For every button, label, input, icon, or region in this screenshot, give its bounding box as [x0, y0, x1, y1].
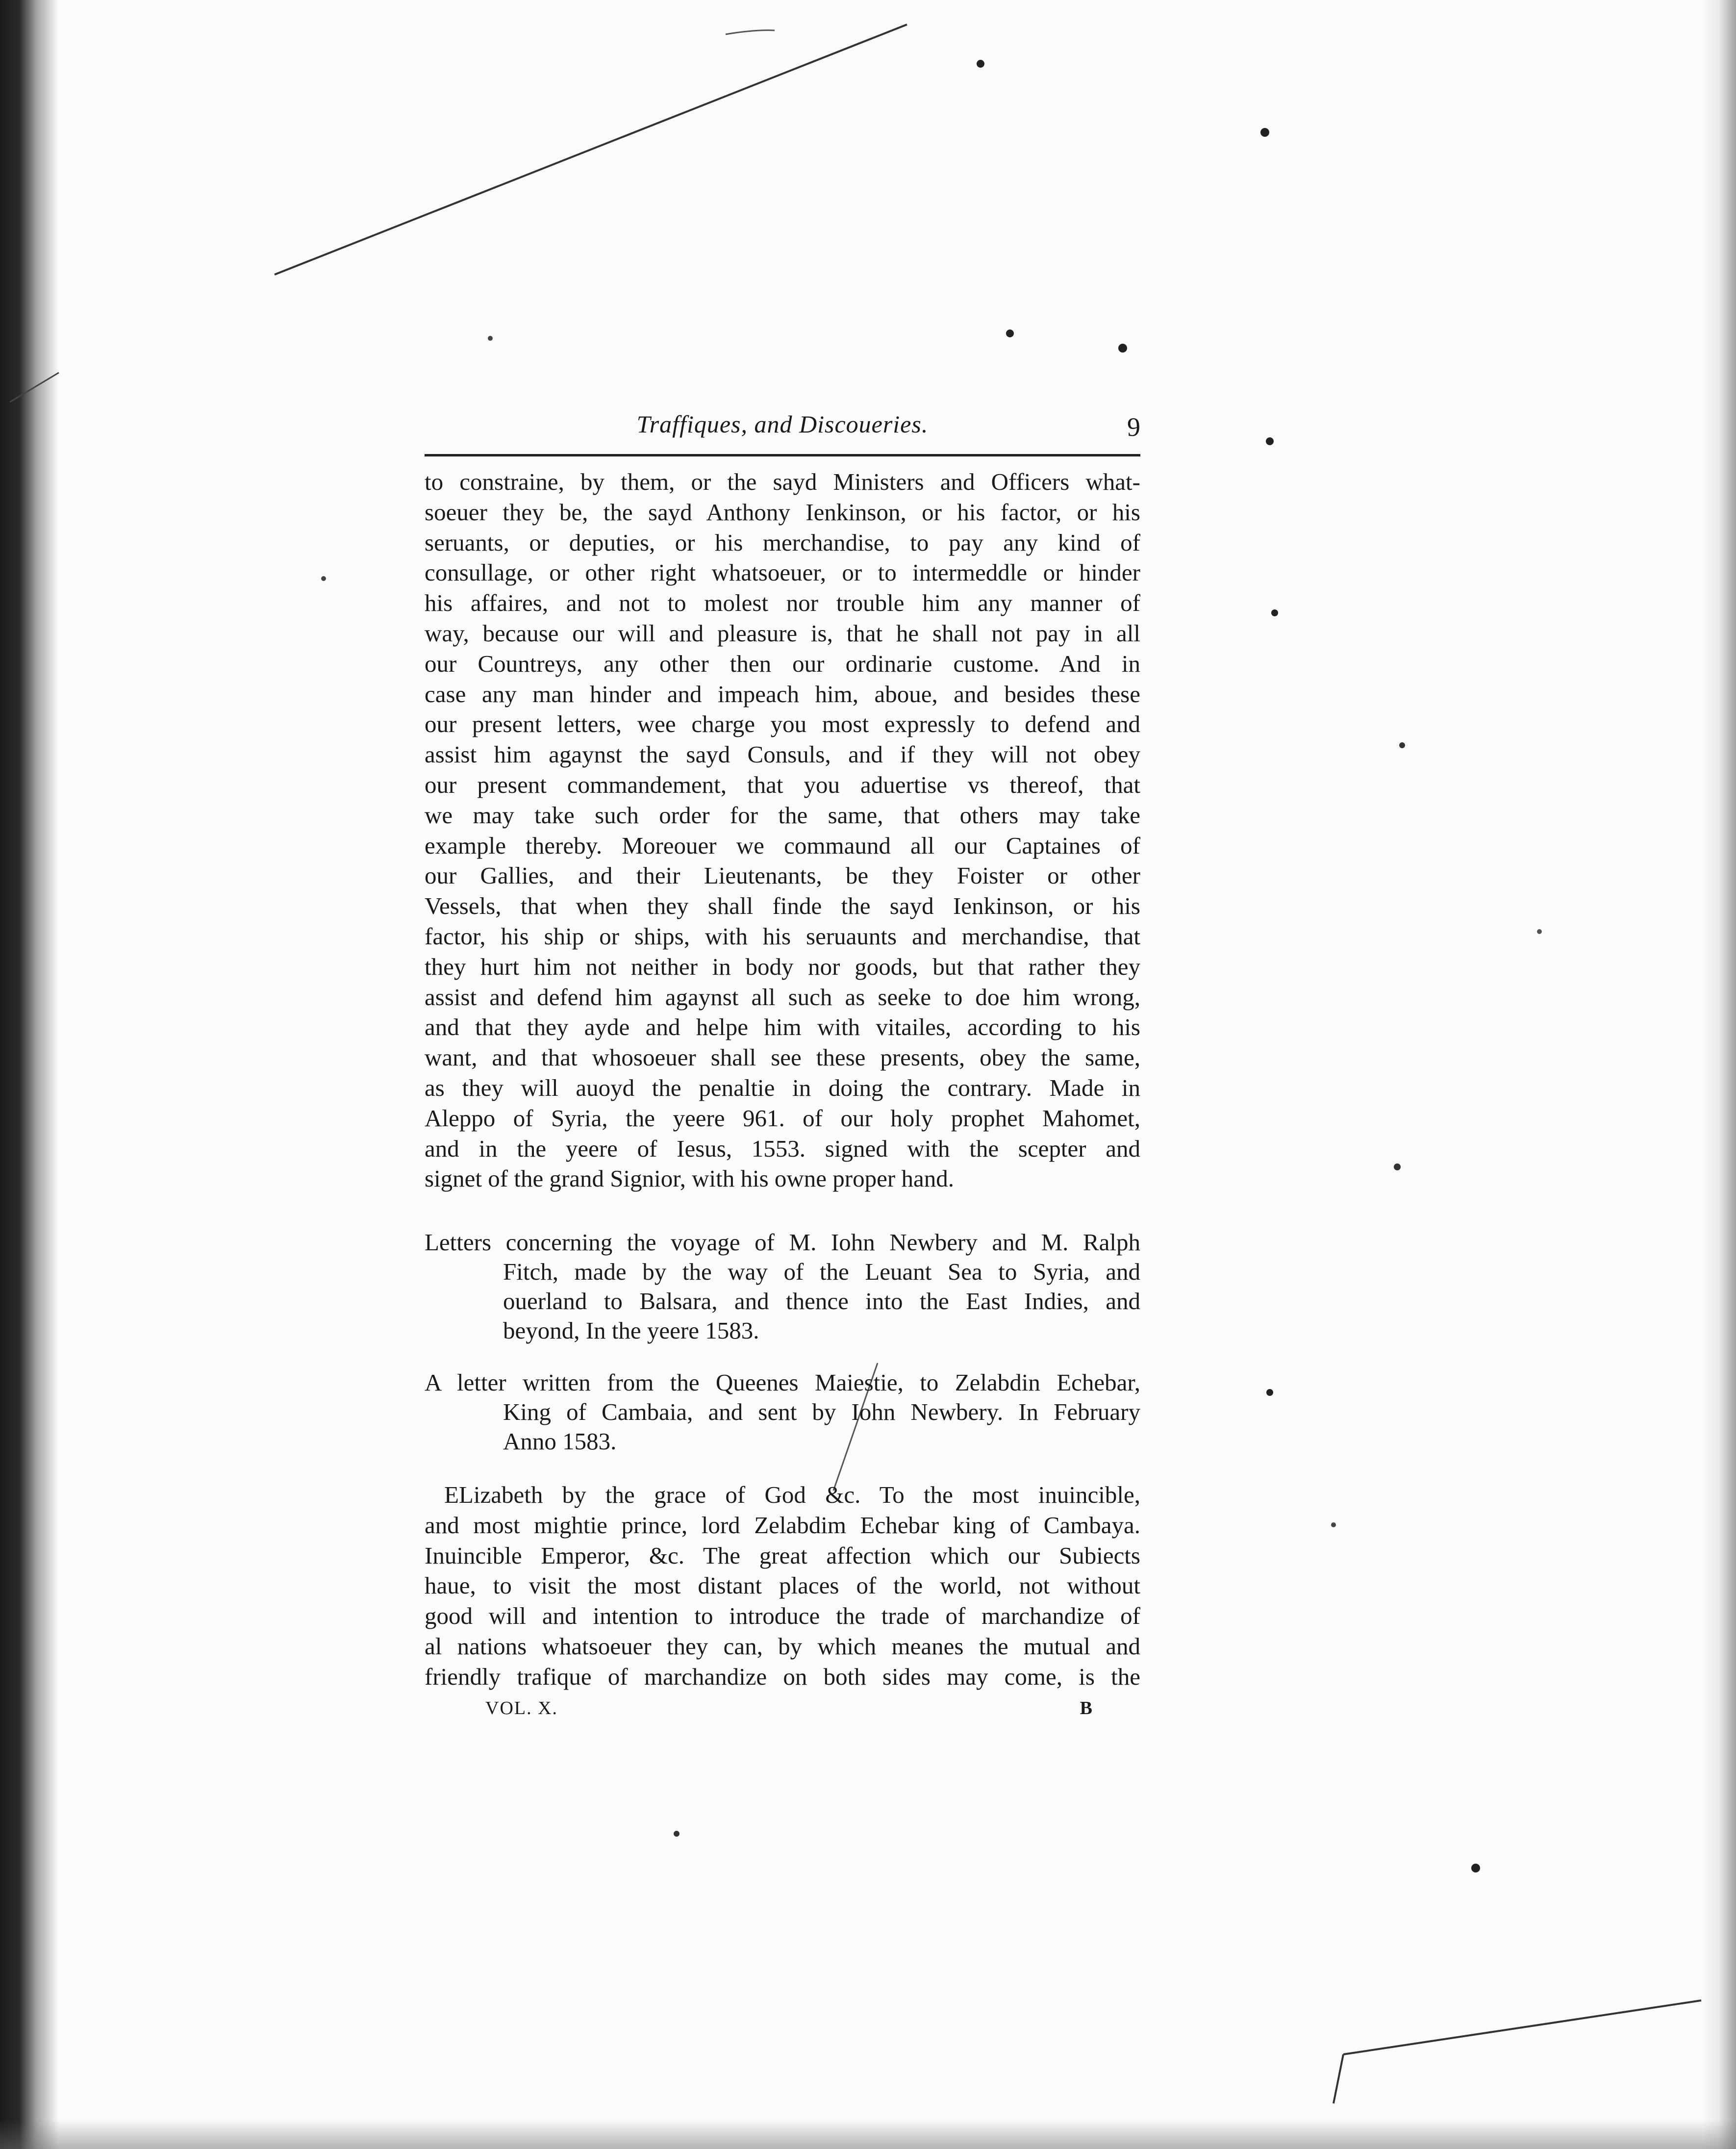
speck [1006, 329, 1014, 337]
header-rule [425, 454, 1140, 456]
text-line: Aleppo of Syria, the yeere 961. of our holy prophet Mahomet, [425, 1104, 1140, 1132]
speck [321, 576, 326, 581]
text-line: example thereby. Moreouer we commaund all our Captaines of [425, 832, 1140, 859]
pencil-stroke-bottom [1343, 2000, 1701, 2054]
speck [1537, 929, 1542, 934]
text-line: and in the yeere of Iesus, 1553. signed with the scepter and [425, 1135, 1140, 1162]
text-line: we may take such order for the same, that others may take [425, 801, 1140, 829]
heading-line: Fitch, made by the way of the Leuant Sea to Syria, and [503, 1258, 1140, 1285]
speck [1266, 1389, 1273, 1396]
text-line: signet of the grand Signior, with his owne proper hand. [425, 1165, 954, 1192]
text-line: our present commandement, that you aduertise vs thereof, that [425, 771, 1140, 798]
speck [1118, 344, 1127, 353]
text-line: al nations whatsoeuer they can, by which meanes the mutual and [425, 1632, 1140, 1660]
heading-letters-concerning-voyage [425, 1228, 1140, 1345]
text-line: assist him agaynst the sayd Consuls, and if they will not obey [425, 741, 1140, 768]
heading-line: A letter written from the Queenes Maiestie, to Zelabdin Echebar, [425, 1369, 1140, 1396]
speck [1260, 128, 1269, 137]
text-line: and that they ayde and helpe him with vitailes, according to his [425, 1013, 1140, 1041]
heading-line: Letters concerning the voyage of M. Iohn Newbery and M. Ralph [425, 1229, 1140, 1256]
paragraph-1 [425, 467, 1140, 1194]
text-line: Inuincible Emperor, &c. The great affection which our Subiects [425, 1542, 1140, 1569]
text-line: our Gallies, and their Lieutenants, be they Foister or other [425, 862, 1140, 889]
page-header [425, 410, 1140, 449]
text-line: as they will auoyd the penaltie in doing the contrary. Made in [425, 1074, 1140, 1101]
text-line: Vessels, that when they shall finde the sayd Ienkinson, or his [425, 892, 1140, 920]
heading-line: beyond, In the yeere 1583. [503, 1317, 759, 1344]
text-line: our Countreys, any other then our ordinarie custome. And in [425, 650, 1140, 677]
text-line: soeuer they be, the sayd Anthony Ienkinson, or his factor, or his [425, 498, 1140, 526]
pencil-stroke-bottom-corner [1333, 2054, 1343, 2103]
speck [1331, 1522, 1336, 1527]
speck [674, 1831, 679, 1837]
text-line: they hurt him not neither in body nor goods, but that rather they [425, 953, 1140, 980]
speck [488, 336, 493, 341]
heading-line: ouerland to Balsara, and thence into the East Indies, and [503, 1288, 1140, 1315]
text-line: good will and intention to introduce the trade of marchandize of [425, 1602, 1140, 1630]
text-line: our present letters, wee charge you most expressly to defend and [425, 710, 1140, 738]
sheet-signature-letter: B [1080, 1698, 1093, 1719]
page-number: 9 [1127, 412, 1140, 442]
running-head: Traffiques, and Discoueries. [636, 410, 929, 438]
text-line: case any man hinder and impeach him, aboue, and besides these [425, 680, 1140, 708]
text-line: seruants, or deputies, or his merchandise, to pay any kind of [425, 529, 1140, 556]
text-line: friendly trafique of marchandize on both sides may come, is the [425, 1663, 1140, 1690]
text-line: factor, his ship or ships, with his seruaunts and merchandise, that [425, 922, 1140, 950]
text-line: way, because our will and pleasure is, that he shall not pay in all [425, 619, 1140, 647]
volume-signature-mark: VOL. X. [485, 1698, 558, 1719]
pencil-stroke-left [10, 373, 59, 402]
speck [977, 60, 984, 68]
text-line: and most mightie prince, lord Zelabdim Echebar king of Cambaya. [425, 1511, 1140, 1539]
heading-line: King of Cambaia, and sent by Iohn Newbery. In February [503, 1398, 1140, 1425]
pencil-stroke-top [275, 25, 907, 275]
speck [1394, 1163, 1401, 1170]
speck [1266, 437, 1274, 445]
speck [1471, 1864, 1480, 1872]
text-line: assist and defend him agaynst all such as seeke to doe him wrong, [425, 983, 1140, 1011]
heading-line: Anno 1583. [503, 1428, 617, 1455]
text-line: want, and that whosoeuer shall see these presents, obey the same, [425, 1044, 1140, 1071]
text-line: to constraine, by them, or the sayd Ministers and Officers what- [425, 468, 1140, 495]
speck [1271, 609, 1278, 616]
text-line: his affaires, and not to molest nor trouble him any manner of [425, 589, 1140, 617]
text-line: haue, to visit the most distant places of the world, not without [425, 1572, 1140, 1599]
paragraph-2 [425, 1480, 1140, 1692]
text-line: consullage, or other right whatsoeuer, or to intermeddle or hinder [425, 559, 1140, 586]
heading-queen-letter [425, 1368, 1140, 1456]
speck [1399, 742, 1405, 748]
page-footer [485, 1697, 1093, 1727]
pencil-squiggle [726, 30, 775, 34]
text-line: ELizabeth by the grace of God &c. To the most inuincible, [444, 1481, 1140, 1508]
